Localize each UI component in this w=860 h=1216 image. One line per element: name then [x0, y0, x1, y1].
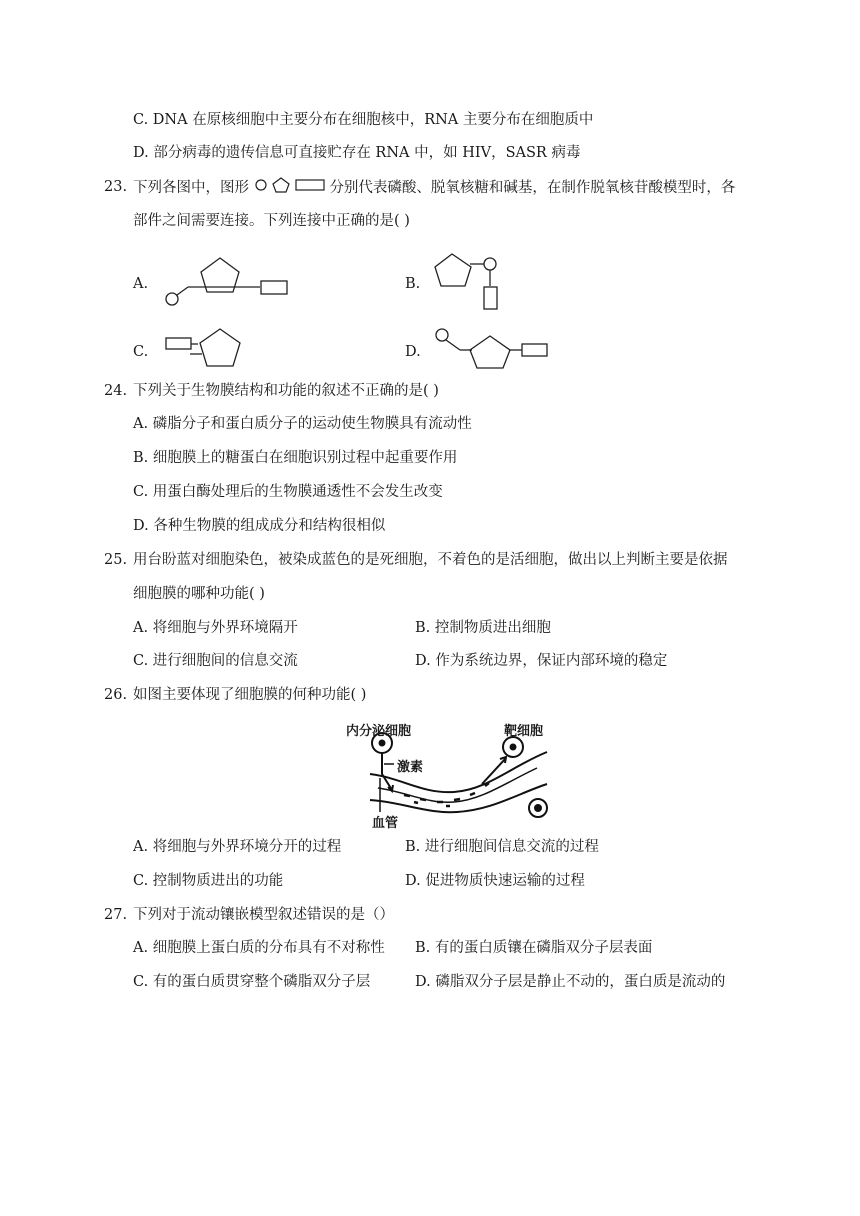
q25-stem-line1: 用台盼蓝对细胞染色，被染成蓝色的是死细胞，不着色的是活细胞，做出以上判断主要是依据: [133, 552, 728, 568]
q26-figure: [342, 716, 554, 831]
q27-option-c: C. 有的蛋白质贯穿整个磷脂双分子层: [133, 974, 371, 990]
q23-stem-line1: [133, 177, 735, 199]
label-hormone: 激素: [397, 760, 424, 775]
q25-option-c: C. 进行细胞间的信息交流: [133, 653, 298, 669]
rectangle-icon: [295, 178, 325, 198]
q24-option-a: A. 磷脂分子和蛋白质分子的运动使生物膜具有流动性: [133, 416, 472, 432]
q23-stem-line2: 部件之间需要连接。下列连接中正确的是( ): [133, 213, 410, 229]
label-target-cell: 靶细胞: [504, 724, 544, 739]
q27-option-d: D. 磷脂双分子层是静止不动的，蛋白质是流动的: [415, 974, 726, 990]
q24-option-d: D. 各种生物膜的组成成分和结构很相似: [133, 518, 386, 534]
q23-option-a-label: A.: [133, 276, 149, 292]
q23-option-c-diagram: [164, 326, 249, 370]
q23-stem-part-b: 分别代表磷酸、脱氧核糖和碱基，在制作脱氧核苷酸模型时，各: [329, 180, 736, 196]
q25-stem-line2: 细胞膜的哪种功能( ): [133, 586, 265, 602]
q27-option-b: B. 有的蛋白质镶在磷脂双分子层表面: [415, 940, 653, 956]
q25-option-a: A. 将细胞与外界环境隔开: [133, 620, 298, 636]
q26-option-c: C. 控制物质进出的功能: [133, 873, 284, 889]
q24-stem: 下列关于生物膜结构和功能的叙述不正确的是( ): [133, 383, 439, 399]
q22-option-d: D. 部分病毒的遗传信息可直接贮存在 RNA 中，如 HIV，SASR 病毒: [133, 145, 581, 161]
pentagon-icon: [272, 177, 290, 199]
q26-number: 26.: [104, 687, 128, 703]
q23-option-b-label: B.: [405, 276, 421, 292]
q23-option-b-diagram: [432, 250, 507, 312]
q26-option-a: A. 将细胞与外界环境分开的过程: [133, 839, 342, 855]
q24-number: 24.: [104, 383, 128, 399]
q23-stem-part-a: 下列各图中，图形: [133, 180, 249, 196]
q27-stem: 下列对于流动镶嵌模型叙述错误的是（）: [133, 907, 394, 923]
q27-option-a: A. 细胞膜上蛋白质的分布具有不对称性: [133, 940, 385, 956]
label-blood-vessel: 血管: [372, 816, 399, 831]
q23-option-a-diagram: [160, 254, 290, 306]
q26-stem: 如图主要体现了细胞膜的何种功能( ): [133, 687, 367, 703]
label-endocrine-cell: 内分泌细胞: [346, 724, 412, 739]
q23-option-d-diagram: [432, 326, 552, 370]
q25-option-d: D. 作为系统边界，保证内部环境的稳定: [415, 653, 668, 669]
q27-number: 27.: [104, 907, 128, 923]
q25-option-b: B. 控制物质进出细胞: [415, 620, 551, 636]
q22-option-c: C. DNA 在原核细胞中主要分布在细胞核中，RNA 主要分布在细胞质中: [133, 112, 594, 128]
q23-option-d-label: D.: [405, 344, 421, 360]
q26-option-d: D. 促进物质快速运输的过程: [405, 873, 585, 889]
circle-icon: [254, 178, 268, 198]
hormone-release-arrow: [382, 753, 392, 790]
q26-option-b: B. 进行细胞间信息交流的过程: [405, 839, 599, 855]
q23-option-c-label: C.: [133, 344, 149, 360]
q24-option-b: B. 细胞膜上的糖蛋白在细胞识别过程中起重要作用: [133, 450, 458, 466]
q24-option-c: C. 用蛋白酶处理后的生物膜通透性不会发生改变: [133, 484, 443, 500]
q25-number: 25.: [104, 552, 128, 568]
q23-number: 23.: [104, 179, 128, 195]
